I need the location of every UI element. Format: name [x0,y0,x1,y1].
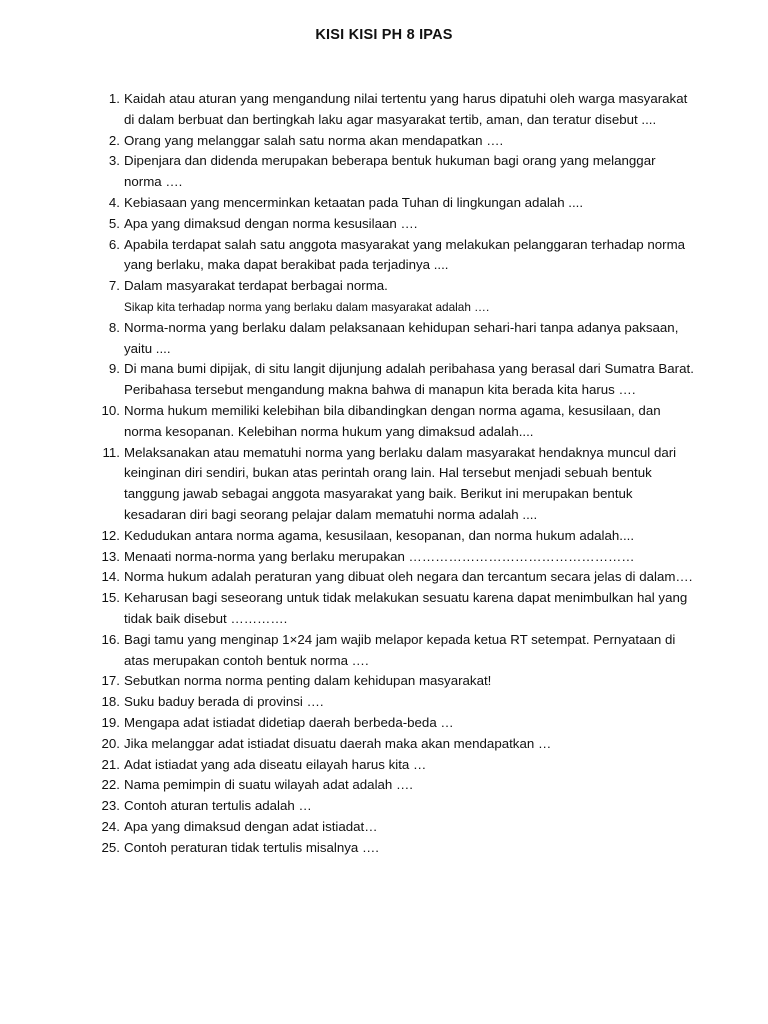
question-item [96,671,722,692]
question-number: 20. [101,735,120,751]
question-number: 18. [101,694,120,710]
question-number: 17. [101,673,120,689]
question-text-line: Apabila terdapat salah satu anggota masyarakat yang melakukan pelanggaran terhadap norma [124,236,686,252]
question-number: 2. [108,132,120,148]
question-text-line: Orang yang melanggar salah satu norma akan mendapatkan …. [124,132,504,148]
question-number: 7. [108,278,120,294]
question-text-line: Nama pemimpin di suatu wilayah adat adalah …. [124,777,413,793]
question-item [96,692,722,713]
question-number: 9. [108,361,120,377]
question-text-line: Di mana bumi dipijak, di situ langit dijunjung adalah peribahasa yang berasal dari Sumatra Barat. [124,361,694,377]
question-text-line: Apa yang dimaksud dengan adat istiadat… [124,818,378,834]
question-text-line: Contoh peraturan tidak tertulis misalnya …. [124,839,379,855]
question-number: 23. [101,798,120,814]
question-item [96,443,722,526]
question-text-line: kesadaran diri bagi seorang pelajar dalam mematuhi norma adalah .... [124,506,538,522]
question-item [96,630,722,672]
question-item [96,276,722,318]
question-number: 6. [108,236,120,252]
question-item [96,734,722,755]
question-item [96,817,722,838]
question-text-line: tidak baik disebut …………. [124,610,288,626]
question-item [96,775,722,796]
question-text-line: Mengapa adat istiadat didetiap daerah berbeda-beda … [124,714,454,730]
question-number: 13. [101,548,120,564]
question-item [96,214,722,235]
question-item [96,713,722,734]
question-text-line: Kedudukan antara norma agama, kesusilaan, kesopanan, dan norma hukum adalah.... [124,527,635,543]
question-text-line: Kaidah atau aturan yang mengandung nilai tertentu yang harus dipatuhi oleh warga masyarakat [124,91,688,106]
question-number: 21. [101,756,120,772]
question-text-line: keinginan diri sendiri, bukan atas perintah orang lain. Hal tersebut menjadi sebuah bentuk [124,465,652,481]
question-item [96,151,722,193]
question-text-line: tanggung jawab sebagai anggota masyarakat yang baik. Berikut ini merupakan bentuk [124,486,633,502]
question-text-line: Bagi tamu yang menginap 1×24 jam wajib melapor kepada ketua RT setempat. Pernyataan di [124,631,676,647]
question-item [96,193,722,214]
question-text-line: Norma hukum memiliki kelebihan bila dibandingkan dengan norma agama, kesusilaan, dan [124,402,661,418]
question-text-line: Peribahasa tersebut mengandung makna bahwa di manapun kita berada kita harus …. [124,382,636,398]
question-text-line: Jika melanggar adat istiadat disuatu daerah maka akan mendapatkan … [124,735,552,751]
question-text-line: Contoh aturan tertulis adalah … [124,798,312,814]
question-number: 25. [101,839,120,855]
question-text-line: Adat istiadat yang ada diseatu eilayah harus kita … [124,756,427,772]
question-text-line: Sikap kita terhadap norma yang berlaku dalam masyarakat adalah …. [124,299,490,314]
question-number: 11. [102,444,120,460]
question-number: 12. [101,527,120,543]
question-item [96,131,722,152]
question-item [96,796,722,817]
question-item [96,401,722,443]
question-item [96,547,722,568]
question-text-line: Menaati norma-norma yang berlaku merupakan …………………………………………… [124,548,635,564]
question-list [96,89,722,858]
question-text-line: norma kesopanan. Kelebihan norma hukum yang dimaksud adalah.... [124,423,534,439]
question-number: 5. [108,215,120,231]
question-text-line: Dipenjara dan didenda merupakan beberapa bentuk hukuman bagi orang yang melanggar [124,153,656,169]
question-number: 8. [108,319,120,335]
question-number: 15. [101,590,120,606]
question-text-line: Apa yang dimaksud dengan norma kesusilaan …. [124,215,418,231]
question-text-line: Keharusan bagi seseorang untuk tidak melakukan sesuatu karena dapat menimbulkan hal yang [124,590,688,606]
question-item [96,89,722,131]
question-item [96,359,722,401]
question-text-line: Kebiasaan yang mencerminkan ketaatan pada Tuhan di lingkungan adalah .... [124,194,584,210]
question-item [96,318,722,360]
question-text-line: Norma-norma yang berlaku dalam pelaksanaan kehidupan sehari-hari tanpa adanya paksaan, [124,319,679,335]
question-item [96,235,722,277]
question-text-line: Melaksanakan atau mematuhi norma yang berlaku dalam masyarakat hendaknya muncul dari [124,444,677,460]
question-number: 3. [108,153,120,169]
question-number: 16. [101,631,120,647]
question-number: 14. [101,569,120,585]
question-text-line: Dalam masyarakat terdapat berbagai norma. [124,278,388,294]
question-text-line: norma …. [124,174,183,190]
question-number: 10. [101,402,120,418]
question-item [96,755,722,776]
question-text-line: yang berlaku, maka dapat berakibat pada terjadinya .... [124,257,449,273]
question-number: 22. [101,777,120,793]
question-number: 1. [108,91,120,106]
question-text-line: di dalam berbuat dan bertingkah laku agar masyarakat tertib, aman, dan teratur disebut .... [124,111,657,127]
question-item [96,838,722,859]
question-number: 19. [101,714,120,730]
question-item [96,526,722,547]
question-item [96,588,722,630]
question-text-line: yaitu .... [124,340,171,356]
question-number: 4. [108,194,120,210]
document-title: KISI KISI PH 8 IPAS [315,27,453,43]
question-text-line: Suku baduy berada di provinsi …. [124,694,324,710]
question-number: 24. [101,818,120,834]
question-item [96,567,722,588]
question-text-line: atas merupakan contoh bentuk norma …. [124,652,369,668]
question-text-line: Norma hukum adalah peraturan yang dibuat oleh negara dan tercantum secara jelas di dalam…. [124,569,693,585]
question-text-line: Sebutkan norma norma penting dalam kehidupan masyarakat! [124,673,492,689]
